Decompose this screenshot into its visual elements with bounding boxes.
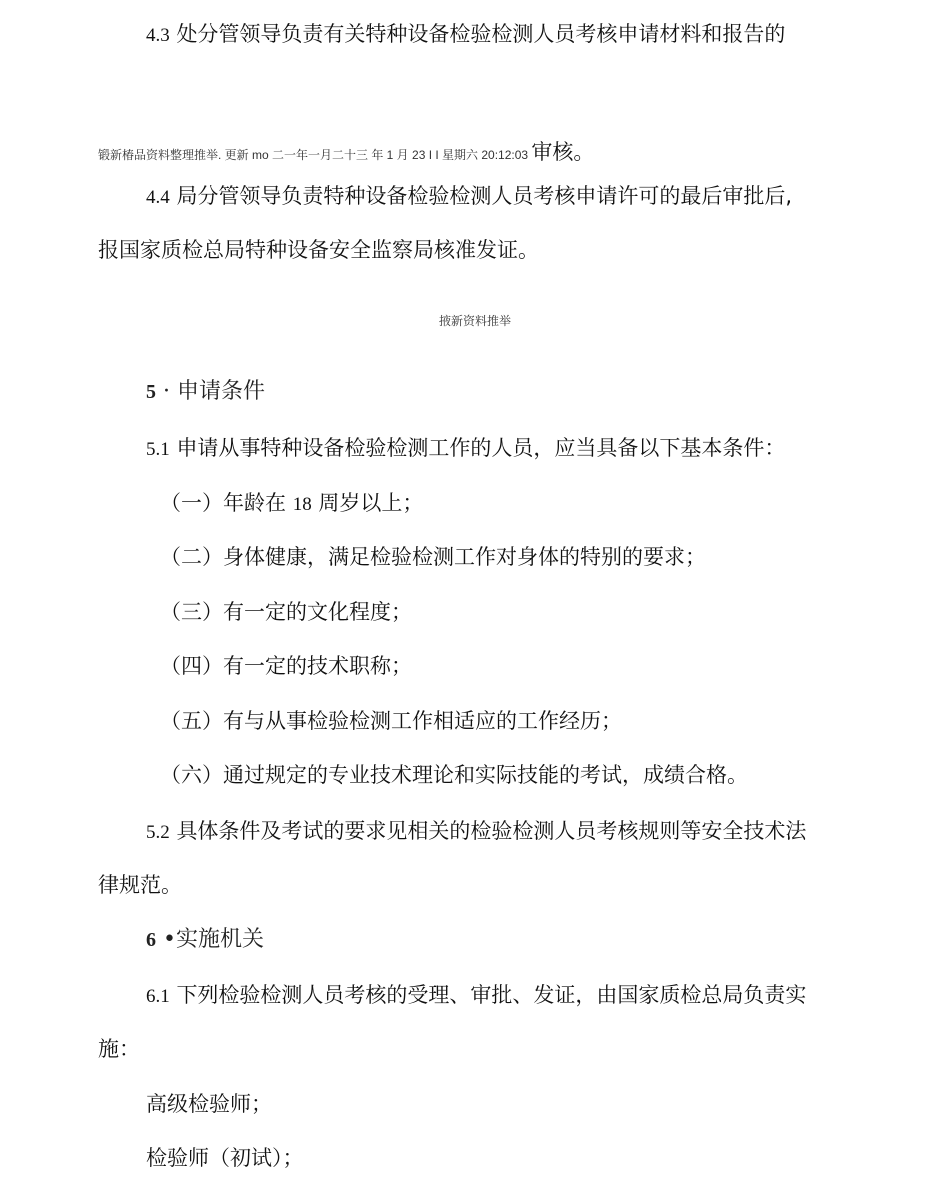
paragraph-6-1-line2: 施： <box>98 1037 140 1061</box>
clause-number: 5.1 <box>146 439 170 460</box>
paragraph-5-1 <box>146 434 785 464</box>
section-6-heading <box>146 926 264 954</box>
condition-item-1 <box>160 489 423 519</box>
list-item-inspector: 检验师（初试）； <box>146 1146 304 1170</box>
page-note-small: 锻新椿品资料整理推举. 更新 mo 二一年一月二十三 年 1 月 23 I I 星期六 20:12:03 <box>98 148 532 162</box>
clause-text: 处分管领导负责有关特种设备检验检测人员考核申请材料和报告的 <box>176 22 786 46</box>
condition-item-2: （二）身体健康，满足检验检测工作对身体的特别的要求； <box>160 545 706 569</box>
clause-text: 申请从事特种设备检验检测工作的人员，应当具备以下基本条件： <box>176 436 786 460</box>
condition-item-5: （五）有与从事检验检测工作相适应的工作经历； <box>160 709 622 733</box>
clause-number: 4.4 <box>146 187 170 208</box>
condition-number: 18 <box>292 494 312 515</box>
condition-item-4: （四）有一定的技术职称； <box>160 654 412 678</box>
section-title: 实施机关 <box>175 927 264 952</box>
paragraph-6-1-line1 <box>146 981 806 1011</box>
center-note: 掖新资料推举 <box>438 314 511 328</box>
section-number: 6 <box>146 929 156 951</box>
paragraph-4-4-line2: 报国家质检总局特种设备安全监察局核准发证。 <box>98 238 539 262</box>
page-note-tail: 审核。 <box>531 140 595 164</box>
page-note-line <box>98 138 594 169</box>
clause-number: 6.1 <box>146 986 170 1007</box>
condition-label: （一）年龄在 <box>160 491 293 515</box>
condition-rest: 周岁以上； <box>311 491 424 515</box>
paragraph-5-2-line1 <box>146 817 806 847</box>
condition-item-3: （三）有一定的文化程度； <box>160 600 412 624</box>
section-5-heading <box>146 378 265 406</box>
paragraph-4-4-line1 <box>146 182 792 212</box>
section-separator: · <box>163 379 170 404</box>
clause-text: 具体条件及考试的要求见相关的检验检测人员考核规则等安全技术法 <box>176 819 807 843</box>
clause-text: 局分管领导负责特种设备检验检测人员考核申请许可的最后审批后, <box>176 184 793 208</box>
clause-number: 4.3 <box>146 25 170 46</box>
clause-number: 5.2 <box>146 822 170 843</box>
section-title: 申请条件 <box>177 379 266 404</box>
condition-item-6: （六）通过规定的专业技术理论和实际技能的考试，成绩合格。 <box>160 763 748 787</box>
section-number: 5 <box>146 381 156 403</box>
paragraph-4-3 <box>146 20 785 50</box>
paragraph-5-2-line2: 律规范。 <box>98 873 182 897</box>
clause-text: 下列检验检测人员考核的受理、审批、发证，由国家质检总局负责实 <box>176 983 807 1007</box>
section-separator: • <box>163 927 176 952</box>
list-item-senior-inspector: 高级检验师； <box>146 1092 272 1116</box>
